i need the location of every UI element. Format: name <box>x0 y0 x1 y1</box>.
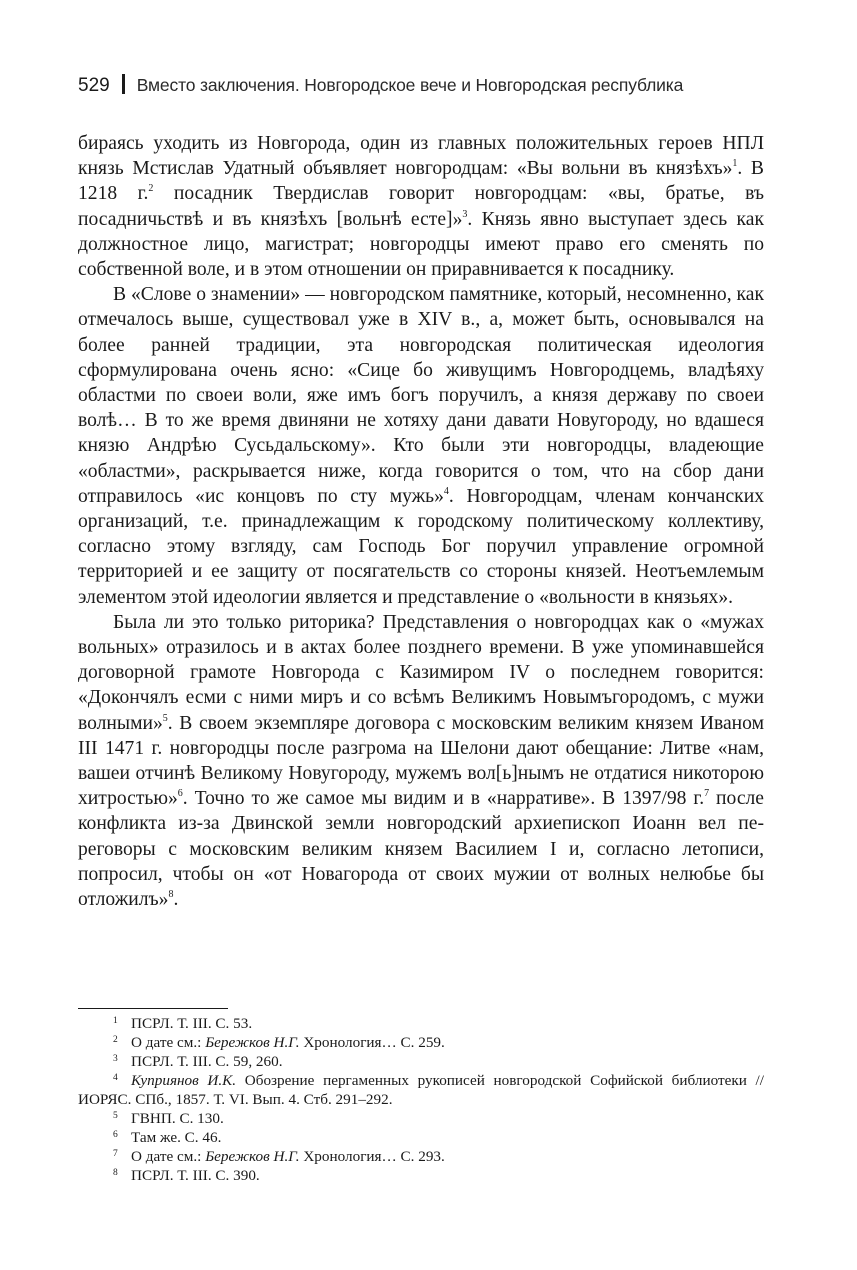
text-run: . Князь явно выступает здесь как должностное лицо, магистрат; новгородцы имеют право его сменять по собственной воле, и в этом отношении он приравнивается к посаднику. <box>78 208 765 281</box>
text-run: . <box>173 889 179 911</box>
text-run: В «Слове о знамении» — новгородском памятнике, который, несомненно, как отмечалось выше, существовал уже в XIV в., а, может быть, основывался на более ранней традиции, эта новгородская политическая идеология сформулирована очень ясно: «Сице бо живущимъ Новгородцемь, владѣяху областми по своеи воли, яже имъ богъ поручилъ, а князя державу по своеи волѣ… В то же время двиняни не хотяху дани давати Новугороду, но вдашеся князю Андрѣю Сусьдальскому». Кто были эти новгородцы, владеющие «областми», раскрывается ниже, когда говорится о том, что на сбор дани отправилось «ис концовъ по сту мужь» <box>78 284 764 507</box>
footnote: 2 О дате см.: Бережков Н.Г. Хронология… С. 259. <box>113 1034 445 1051</box>
author-name: Куприянов И.К. <box>131 1072 237 1089</box>
page-number: 529 <box>78 75 110 96</box>
text-run: . Новгородцам, членам кончанских организаций, т.е. принадлежащим к городскому политическому коллективу, согласно этому взгляду, сам Господь Бог поручил управление огромной территорией и ее защиту от посягательств со стороны князей. Неотъемлемым элементом этой идеологии является и представление о «вольности в князьях». <box>78 485 764 608</box>
text-run: . В 1218 г. <box>78 158 764 205</box>
text-run: О дате см.: <box>131 1034 206 1051</box>
text-run: после конфликта из-за Двинской земли новгородский архиепископ Иоанн вел переговоры с московским великим князем Василием I и, согласно летописи, попросил, чтобы он «от Новагорода от своих мужии от волных нелюбье бы отложилъ» <box>78 788 765 911</box>
footnote: 5 ГВНП. С. 130. <box>113 1110 224 1127</box>
running-head <box>78 71 764 100</box>
footnote: 7 О дате см.: Бережков Н.Г. Хронология… С. 293. <box>113 1148 445 1165</box>
footnote-ref: 3 <box>462 208 468 220</box>
book-page <box>78 0 764 1270</box>
running-title: Вместо заключения. Новгородское вече и Новгородская республика <box>136 75 684 95</box>
text-run: ПСРЛ. Т. III. С. 390. <box>131 1167 260 1184</box>
main-text <box>78 131 764 912</box>
text-run: Там же. С. 46. <box>131 1129 222 1146</box>
text-run: . Точно то же самое мы видим и в «нарративе». В 1397/98 г. <box>182 788 705 810</box>
footnote: 8 ПСРЛ. Т. III. С. 390. <box>113 1167 260 1184</box>
text-run: посадник Твердислав говорит новгородцам: «вы, братье, въ посадничьствѣ и въ князѣхъ [вольнѣ есте]» <box>78 183 764 230</box>
text-run: Обозрение пергаменных рукописей новгородской Софийской библиотеки // ИОРЯС. СПб., 1857. Т. VI. Вып. 4. Стб. 291–292. <box>78 1072 764 1108</box>
paragraph <box>78 131 764 282</box>
footnote-rule <box>78 1008 228 1009</box>
text-run: . В своем экземпляре договора с московским великим князем Иваном III 1471 г. новгородцы после разгрома на Шелони дают обещание: Литве «нам, вашеи отчинѣ Великому Новугороду, мужемъ вол[ь]нымъ не отдатися никоторою хитростью» <box>78 712 764 810</box>
text-run: О дате см.: <box>131 1148 206 1165</box>
text-run: Хронология… С. 293. <box>299 1148 445 1165</box>
paragraph <box>78 282 764 610</box>
footnote: 4 Куприянов И.К. Обозрение пергаменных рукописей новгородской Софийской библиотеки // ИОРЯС. СПб., 1857. Т. VI. Вып. 4. Стб. 291–292. <box>78 1072 764 1108</box>
paragraph <box>78 610 764 912</box>
footnote-ref: 8 <box>168 889 174 901</box>
footnote-ref: 1 <box>732 158 738 170</box>
text-run: ГВНП. С. 130. <box>131 1110 224 1127</box>
footnote-ref: 6 <box>177 788 183 800</box>
header-separator <box>122 74 125 94</box>
author-name: Бережков Н.Г. <box>205 1148 300 1165</box>
footnote-ref: 2 <box>148 183 154 195</box>
footnote-ref: 7 <box>704 788 710 800</box>
text-run: бираясь уходить из Новгорода, один из главных положительных героев НПЛ князь Мстислав Удатный объявляет новгородцам: «Вы вольни въ князѣхъ» <box>78 133 764 180</box>
footnote: 3 ПСРЛ. Т. III. С. 59, 260. <box>113 1053 283 1070</box>
text-run: Хронология… С. 259. <box>299 1034 445 1051</box>
text-run: ПСРЛ. Т. III. С. 53. <box>131 1015 253 1032</box>
footnote-ref: 4 <box>443 485 449 497</box>
footnote: 1 ПСРЛ. Т. III. С. 53. <box>113 1015 253 1032</box>
text-run: Была ли это только риторика? Представления о новгородцах как о «мужах вольных» отразилось и в актах более позднего времени. В уже упоминавшейся договорной грамоте Новгорода с Казимиром IV о последнем говорится: «Докончялъ есми с ними миръ и со всѣмъ Великимъ Новымъгородомъ, с мужи волными» <box>78 611 764 734</box>
footnotes <box>78 1014 764 1185</box>
author-name: Бережков Н.Г. <box>205 1034 300 1051</box>
text-run: ПСРЛ. Т. III. С. 59, 260. <box>131 1053 283 1070</box>
footnote: 6 Там же. С. 46. <box>113 1129 222 1146</box>
footnote-ref: 5 <box>162 712 168 724</box>
